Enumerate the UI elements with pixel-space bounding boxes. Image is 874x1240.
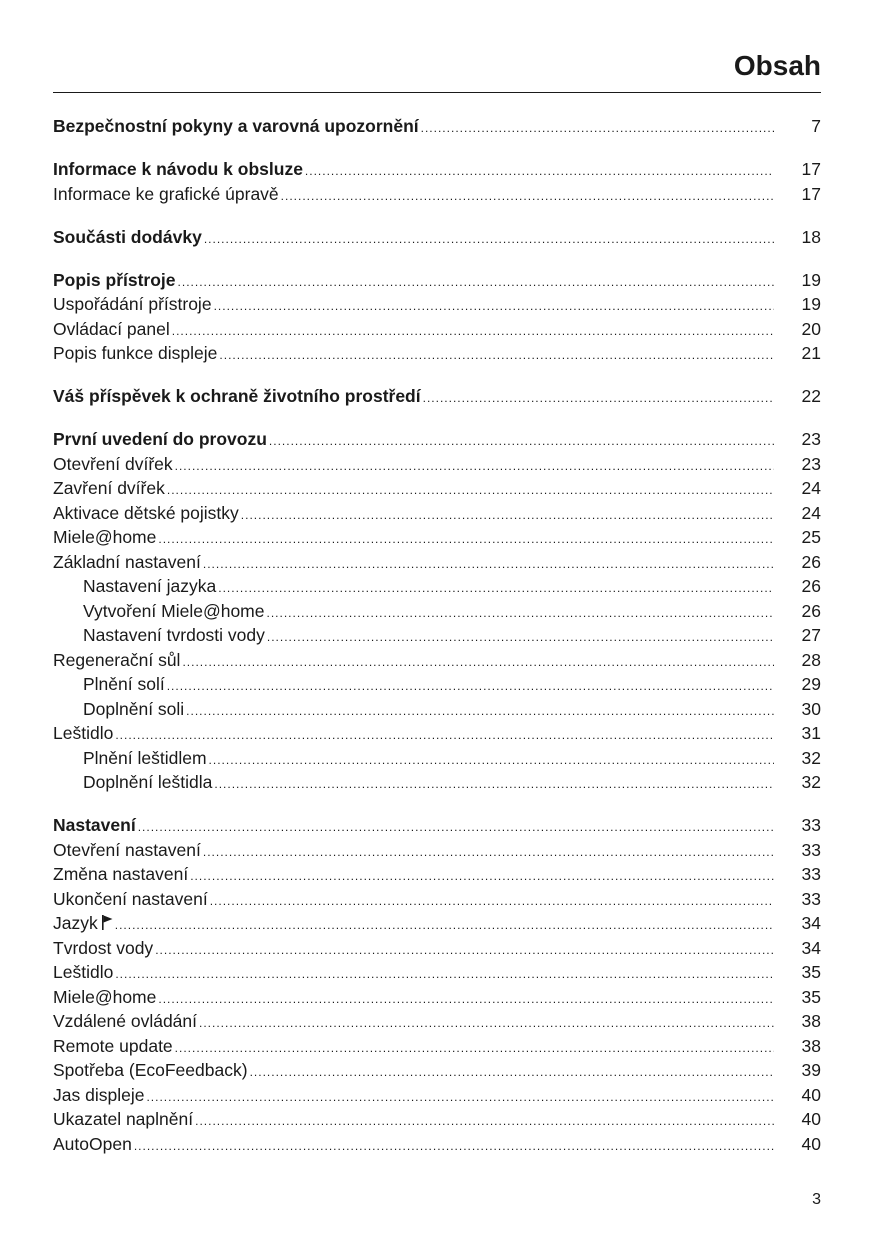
dot-leader bbox=[219, 343, 774, 368]
toc-page-number: 17 bbox=[801, 183, 821, 204]
toc-entry-title: Nastavení jazyka bbox=[83, 576, 217, 596]
toc-entry[interactable] bbox=[53, 427, 821, 452]
toc-entry[interactable] bbox=[53, 476, 821, 501]
toc-entry-label bbox=[53, 292, 212, 317]
toc-page-number: 30 bbox=[801, 698, 821, 719]
toc-entry-title: Miele@home bbox=[53, 986, 157, 1007]
toc-entry[interactable] bbox=[53, 501, 821, 526]
dot-leader bbox=[210, 889, 774, 914]
toc-entry[interactable] bbox=[53, 1058, 821, 1083]
toc-entry[interactable] bbox=[53, 182, 821, 207]
toc-entry-label bbox=[53, 862, 188, 887]
toc-entry-title: Remote update bbox=[53, 1035, 173, 1056]
toc-entry-title: Nastavení bbox=[53, 815, 136, 835]
toc-entry-label bbox=[53, 887, 208, 912]
dot-leader bbox=[175, 454, 774, 479]
toc-section bbox=[53, 114, 821, 139]
toc-entry[interactable] bbox=[53, 114, 821, 139]
toc-entry[interactable] bbox=[53, 960, 821, 985]
toc-entry-title: Leštidlo bbox=[53, 723, 114, 743]
toc-page-number: 29 bbox=[801, 674, 821, 694]
toc-entry[interactable] bbox=[53, 157, 821, 182]
toc-entry-title: Informace k návodu k obsluze bbox=[53, 159, 303, 179]
toc-entry-label bbox=[53, 452, 173, 477]
dot-leader bbox=[115, 723, 774, 748]
toc-entry-title: Vytvoření Miele@home bbox=[83, 600, 265, 621]
toc-page-number: 34 bbox=[801, 937, 821, 958]
toc-entry[interactable] bbox=[53, 1132, 821, 1157]
flag-icon bbox=[101, 915, 113, 930]
toc-entry-label bbox=[53, 525, 156, 550]
toc-entry-title: Popis funkce displeje bbox=[53, 343, 218, 363]
toc-entry-label bbox=[53, 1034, 173, 1059]
toc-entry[interactable] bbox=[53, 1107, 821, 1132]
toc-entry-title: Popis přístroje bbox=[53, 269, 176, 290]
toc-page-number: 31 bbox=[801, 723, 821, 743]
toc-entry-title: Zavření dvířek bbox=[53, 478, 165, 498]
table-of-contents bbox=[53, 114, 821, 1175]
toc-page-number: 40 bbox=[801, 1109, 821, 1129]
toc-entry[interactable] bbox=[53, 1034, 821, 1059]
toc-entry[interactable] bbox=[53, 862, 821, 887]
toc-entry[interactable] bbox=[53, 525, 821, 550]
toc-page-number: 34 bbox=[801, 913, 821, 933]
toc-page-number: 38 bbox=[801, 1035, 821, 1056]
dot-leader bbox=[182, 650, 774, 675]
dot-leader bbox=[218, 576, 774, 601]
toc-entry[interactable] bbox=[53, 838, 821, 863]
dot-leader bbox=[241, 503, 774, 528]
toc-entry-label bbox=[53, 427, 267, 452]
toc-entry-title: Plnění solí bbox=[83, 674, 165, 694]
toc-entry[interactable] bbox=[53, 813, 821, 838]
toc-page-number: 24 bbox=[801, 478, 821, 498]
toc-entry-label bbox=[53, 550, 201, 575]
toc-entry[interactable] bbox=[53, 746, 821, 771]
toc-entry-label bbox=[53, 599, 265, 624]
dot-leader bbox=[195, 1109, 774, 1134]
toc-entry-title: První uvedení do provozu bbox=[53, 429, 267, 449]
toc-entry[interactable] bbox=[53, 648, 821, 673]
toc-entry[interactable] bbox=[53, 341, 821, 366]
toc-entry[interactable] bbox=[53, 697, 821, 722]
toc-page-number: 19 bbox=[801, 294, 821, 314]
toc-entry-label bbox=[53, 1058, 248, 1083]
toc-entry-title: Váš příspěvek k ochraně životního prostředí bbox=[53, 386, 421, 406]
toc-entry-label bbox=[53, 936, 153, 961]
dot-leader bbox=[115, 962, 774, 987]
toc-page-number: 23 bbox=[801, 429, 821, 449]
toc-entry[interactable] bbox=[53, 721, 821, 746]
dot-leader bbox=[203, 840, 774, 865]
dot-leader bbox=[267, 601, 775, 626]
toc-entry-label bbox=[53, 911, 113, 936]
toc-entry[interactable] bbox=[53, 225, 821, 250]
toc-entry-label bbox=[53, 182, 279, 207]
toc-page-number: 27 bbox=[801, 625, 821, 645]
toc-entry-label bbox=[53, 721, 113, 746]
dot-leader bbox=[178, 270, 774, 295]
dot-leader bbox=[190, 864, 774, 889]
toc-entry[interactable] bbox=[53, 574, 821, 599]
toc-entry-label bbox=[53, 813, 136, 838]
toc-entry-label bbox=[53, 838, 201, 863]
toc-section bbox=[53, 225, 821, 250]
dot-leader bbox=[250, 1060, 774, 1085]
toc-page-number: 21 bbox=[801, 343, 821, 363]
toc-entry-title: Leštidlo bbox=[53, 962, 114, 982]
toc-entry[interactable] bbox=[53, 936, 821, 961]
toc-entry-label bbox=[53, 960, 113, 985]
dot-leader bbox=[305, 159, 774, 184]
toc-page-number: 32 bbox=[801, 772, 821, 792]
toc-page-number: 26 bbox=[801, 551, 821, 572]
toc-page-number: 40 bbox=[801, 1084, 821, 1105]
toc-entry-title: Plnění leštidlem bbox=[83, 747, 207, 768]
title-divider bbox=[53, 92, 821, 93]
dot-leader bbox=[138, 815, 774, 840]
toc-entry-title: Ukončení nastavení bbox=[53, 888, 208, 909]
toc-entry[interactable] bbox=[53, 672, 821, 697]
toc-section bbox=[53, 384, 821, 409]
dot-leader bbox=[172, 319, 774, 344]
dot-leader bbox=[158, 987, 774, 1012]
toc-page-number: 28 bbox=[801, 649, 821, 670]
toc-entry-title: Základní nastavení bbox=[53, 551, 201, 572]
toc-page-number: 39 bbox=[801, 1060, 821, 1080]
toc-entry-title: Jazyk bbox=[53, 913, 98, 933]
toc-entry-title: AutoOpen bbox=[53, 1133, 132, 1154]
toc-entry-title: Ovládací panel bbox=[53, 318, 170, 339]
page-title: Obsah bbox=[733, 50, 821, 81]
dot-leader bbox=[281, 184, 774, 209]
toc-section bbox=[53, 813, 821, 1156]
toc-entry-label bbox=[53, 317, 170, 342]
toc-entry-title: Informace ke grafické úpravě bbox=[53, 183, 279, 204]
toc-page-number: 25 bbox=[801, 527, 821, 547]
dot-leader bbox=[214, 294, 774, 319]
toc-page-number: 19 bbox=[801, 269, 821, 290]
dot-leader bbox=[175, 1036, 774, 1061]
toc-entry[interactable] bbox=[53, 292, 821, 317]
toc-page-number: 33 bbox=[801, 815, 821, 835]
dot-leader bbox=[158, 527, 774, 552]
toc-entry-label bbox=[53, 157, 303, 182]
toc-page-number: 33 bbox=[801, 864, 821, 884]
toc-entry-label bbox=[53, 697, 184, 722]
toc-entry-label bbox=[53, 746, 207, 771]
toc-entry[interactable] bbox=[53, 317, 821, 342]
toc-entry[interactable] bbox=[53, 384, 821, 409]
toc-entry-label bbox=[53, 476, 165, 501]
toc-entry-title: Spotřeba (EcoFeedback) bbox=[53, 1060, 248, 1080]
dot-leader bbox=[167, 674, 774, 699]
dot-leader bbox=[155, 938, 774, 963]
toc-entry-title: Ukazatel naplnění bbox=[53, 1109, 194, 1129]
toc-entry-label bbox=[53, 225, 202, 250]
toc-entry[interactable] bbox=[53, 887, 821, 912]
dot-leader bbox=[423, 386, 774, 411]
toc-entry[interactable] bbox=[53, 452, 821, 477]
toc-page-number: 20 bbox=[801, 318, 821, 339]
toc-entry-title: Doplnění leštidla bbox=[83, 772, 213, 792]
toc-page-number: 33 bbox=[801, 888, 821, 909]
toc-entry-title: Aktivace dětské pojistky bbox=[53, 502, 239, 523]
toc-entry-label bbox=[53, 501, 239, 526]
toc-page-number: 38 bbox=[801, 1011, 821, 1031]
toc-entry-title: Součásti dodávky bbox=[53, 226, 202, 247]
toc-entry-label bbox=[53, 985, 156, 1010]
toc-entry-label bbox=[53, 114, 419, 139]
dot-leader bbox=[146, 1085, 774, 1110]
toc-entry-title: Tvrdost vody bbox=[53, 937, 154, 958]
toc-entry-title: Nastavení tvrdosti vody bbox=[83, 625, 265, 645]
toc-entry-label bbox=[53, 268, 176, 293]
dot-leader bbox=[421, 116, 774, 141]
toc-entry-label bbox=[53, 1132, 132, 1157]
toc-section bbox=[53, 427, 821, 795]
dot-leader bbox=[134, 1134, 774, 1159]
dot-leader bbox=[167, 478, 774, 503]
dot-leader bbox=[214, 772, 774, 797]
toc-entry[interactable] bbox=[53, 1009, 821, 1034]
toc-entry-title: Vzdálené ovládání bbox=[53, 1011, 197, 1031]
toc-entry[interactable] bbox=[53, 911, 821, 936]
toc-entry-label bbox=[53, 648, 180, 673]
dot-leader bbox=[209, 748, 774, 773]
toc-entry-title: Změna nastavení bbox=[53, 864, 189, 884]
toc-page-number: 32 bbox=[801, 747, 821, 768]
toc-entry-label bbox=[53, 1107, 193, 1132]
toc-entry-label bbox=[53, 770, 212, 795]
toc-entry[interactable] bbox=[53, 268, 821, 293]
toc-page-number: 26 bbox=[801, 600, 821, 621]
toc-entry-label bbox=[53, 623, 265, 648]
toc-entry-title: Uspořádání přístroje bbox=[53, 294, 212, 314]
toc-entry-label bbox=[53, 384, 421, 409]
page-number: 3 bbox=[812, 1191, 821, 1208]
toc-entry-title: Doplnění soli bbox=[83, 698, 185, 719]
toc-entry[interactable] bbox=[53, 623, 821, 648]
toc-entry[interactable] bbox=[53, 599, 821, 624]
toc-entry-label bbox=[53, 1009, 197, 1034]
toc-entry[interactable] bbox=[53, 770, 821, 795]
toc-page-number: 33 bbox=[801, 839, 821, 860]
toc-section bbox=[53, 268, 821, 366]
dot-leader bbox=[186, 699, 774, 724]
toc-entry[interactable] bbox=[53, 550, 821, 575]
toc-entry-title: Otevření dvířek bbox=[53, 453, 173, 474]
toc-page-number: 24 bbox=[801, 502, 821, 523]
dot-leader bbox=[267, 625, 774, 650]
dot-leader bbox=[204, 227, 774, 252]
dot-leader bbox=[203, 552, 774, 577]
toc-entry[interactable] bbox=[53, 985, 821, 1010]
toc-entry-title: Miele@home bbox=[53, 527, 157, 547]
toc-entry-label bbox=[53, 672, 165, 697]
toc-page-number: 23 bbox=[801, 453, 821, 474]
dot-leader bbox=[269, 429, 774, 454]
toc-page-number: 17 bbox=[801, 159, 821, 179]
toc-section bbox=[53, 157, 821, 206]
toc-page-number: 40 bbox=[801, 1133, 821, 1154]
toc-entry-title: Regenerační sůl bbox=[53, 649, 181, 670]
toc-entry[interactable] bbox=[53, 1083, 821, 1108]
toc-page-number: 35 bbox=[801, 962, 821, 982]
toc-page-number: 7 bbox=[811, 116, 821, 136]
dot-leader bbox=[199, 1011, 774, 1036]
toc-entry-title: Bezpečnostní pokyny a varovná upozornění bbox=[53, 116, 419, 136]
toc-page-number: 35 bbox=[801, 986, 821, 1007]
toc-page-number: 22 bbox=[801, 386, 821, 406]
dot-leader bbox=[115, 913, 774, 938]
toc-entry-label bbox=[53, 574, 216, 599]
toc-page-number: 18 bbox=[801, 226, 821, 247]
toc-page-number: 26 bbox=[801, 576, 821, 596]
toc-entry-title: Otevření nastavení bbox=[53, 839, 201, 860]
toc-entry-title: Jas displeje bbox=[53, 1084, 145, 1105]
toc-entry-label bbox=[53, 341, 217, 366]
toc-entry-label bbox=[53, 1083, 144, 1108]
